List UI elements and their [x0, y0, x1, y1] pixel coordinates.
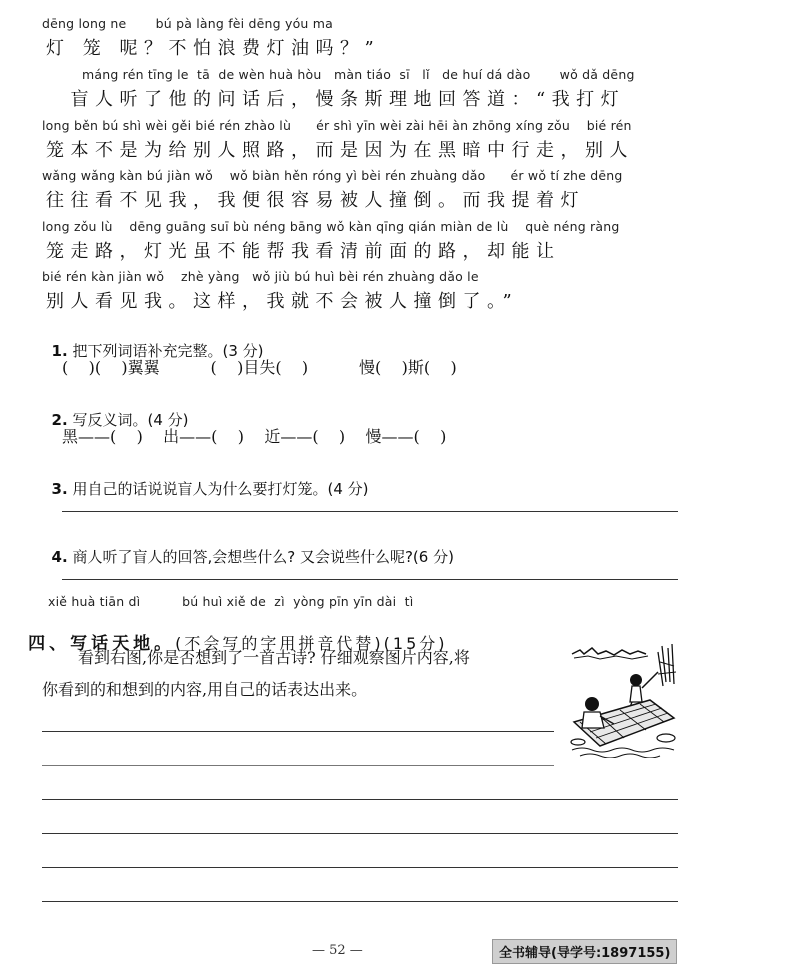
writing-line-4[interactable] [42, 833, 678, 834]
pinyin-line-4: wǎng wǎng kàn bú jiàn wǒ wǒ biàn hěn róng yì bèi rén zhuàng dǎo ér wǒ tí zhe dēng [42, 168, 623, 183]
question-4-text: 商人听了盲人的回答,会想些什么? 又会说些什么呢?(6 分) [72, 548, 454, 566]
writing-line-6[interactable] [42, 901, 678, 902]
pinyin-line-3: long běn bú shì wèi gěi bié rén zhào lù ér shì yīn wèi zài hēi àn zhōng xíng zǒu bié rén [42, 118, 632, 133]
question-4 [42, 528, 454, 567]
section-note: (不会写的字用拼音代替)(15分) [175, 634, 448, 653]
pinyin-line-6: bié rén kàn jiàn wǒ zhè yàng wǒ jiù bú huì bèi rén zhuàng dǎo le [42, 269, 479, 284]
story-line-3: 笼本不是为给别人照路，而是因为在黑暗中行走，别人 [46, 140, 634, 161]
question-1-number: 1. [51, 342, 68, 360]
story-line-1: 灯 笼 呢？不怕浪费灯油吗？” [46, 38, 381, 59]
question-4-answer-line[interactable] [62, 579, 678, 580]
page-number: — 52 — [312, 943, 363, 958]
question-1-answer-row[interactable]: ( )( )翼翼 ( )目失( ) 慢( )斯( ) [62, 358, 457, 377]
writing-line-2[interactable] [42, 765, 554, 766]
story-line-4: 往往看不见我，我便很容易被人撞倒。而我提着灯 [46, 190, 585, 211]
pinyin-line-1: dēng long ne bú pà làng fèi dēng yóu ma [42, 16, 333, 31]
pinyin-line-5: long zǒu lù dēng guāng suī bù néng bāng wǒ kàn qīng qián miàn de lù què néng ràng [42, 219, 620, 234]
writing-line-1[interactable] [42, 731, 554, 732]
question-3 [42, 460, 369, 499]
question-2-text: 写反义词。(4 分) [72, 411, 189, 429]
story-line-6: 别人看见我。这样，我就不会被人撞倒了。” [46, 291, 519, 312]
boat-illustration-drawing [570, 642, 678, 758]
prompt-line-1: 看到右图,你是否想到了一首古诗? 仔细观察图片内容,将 [78, 648, 470, 667]
story-line-2: 盲人听了他的问话后，慢条斯理地回答道：“我打灯 [46, 89, 626, 110]
writing-line-3[interactable] [42, 799, 678, 800]
question-3-number: 3. [51, 480, 68, 498]
question-2-answer-row[interactable]: 黑——( ) 出——( ) 近——( ) 慢——( ) [62, 427, 447, 446]
boat-illustration [570, 642, 678, 758]
section-pinyin: xiě huà tiān dì bú huì xiě de zì yòng pīn yīn dài tì [48, 594, 414, 609]
pinyin-line-2: máng rén tīng le tā de wèn huà hòu màn tiáo sī lǐ de huí dá dào wǒ dǎ dēng [82, 67, 635, 82]
question-3-answer-line[interactable] [62, 511, 678, 512]
question-4-number: 4. [51, 548, 68, 566]
prompt-line-2: 你看到的和想到的内容,用自己的话表达出来。 [42, 680, 368, 699]
section-title: 四、写话天地。 [28, 634, 176, 654]
book-badge: 全书辅导(导学号:1897155) [492, 939, 677, 964]
question-3-text: 用自己的话说说盲人为什么要打灯笼。(4 分) [72, 480, 369, 498]
story-line-5: 笼走路，灯光虽不能帮我看清前面的路，却能让 [46, 241, 561, 262]
writing-line-5[interactable] [42, 867, 678, 868]
question-2-number: 2. [51, 411, 68, 429]
question-1-text: 把下列词语补充完整。(3 分) [72, 342, 264, 360]
